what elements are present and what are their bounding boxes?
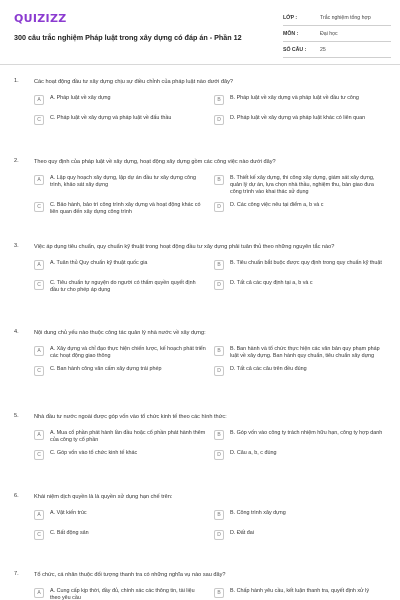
- answer-option-d[interactable]: [214, 527, 386, 545]
- answer-options: [34, 507, 386, 547]
- option-text: D. Tất cả các quy định tại a, b và c: [230, 279, 313, 286]
- meta-row-count: [283, 42, 391, 58]
- question-item: [0, 78, 400, 132]
- option-letter-box: C: [34, 280, 44, 290]
- worksheet-meta-table: [283, 10, 391, 58]
- answer-option-c[interactable]: [34, 447, 206, 465]
- option-text: A. Pháp luật về xây dựng: [50, 95, 111, 101]
- question-number: 7.: [14, 570, 19, 577]
- option-text: B. Ban hành và tổ chức thực hiện các văn bản quy phạm pháp luật về xây dựng. Ban hành quy chuẩn, tiêu chuẩn xây dựng: [230, 345, 380, 359]
- worksheet-title: 300 câu trắc nghiệm Pháp luật trong xây dựng có đáp án - Phần 12: [14, 33, 242, 42]
- option-letter-box: D: [214, 202, 224, 212]
- option-text: C. Bất động sản: [50, 529, 89, 536]
- option-text: B. Tiêu chuẩn bắt buộc được quy định trong quy chuẩn kỹ thuật: [230, 259, 382, 266]
- option-text: B. Công trình xây dựng: [230, 509, 286, 516]
- option-letter-box: B: [214, 430, 224, 440]
- option-letter-box: B: [214, 175, 224, 185]
- question-text: Nội dung chủ yếu nào thuộc công tác quản lý nhà nước về xây dựng:: [34, 329, 206, 336]
- meta-key: SỐ CÂU :: [283, 46, 307, 53]
- question-number: 4.: [14, 328, 19, 335]
- question-item: [0, 413, 400, 467]
- option-letter-box: D: [214, 280, 224, 290]
- option-letter-box: D: [214, 366, 224, 376]
- answer-option-b[interactable]: [214, 172, 386, 197]
- option-text: D. Các công việc nêu tại điểm a, b và c: [230, 201, 324, 208]
- option-text: C. Ban hành công văn cấm xây dựng trái phép: [50, 365, 162, 372]
- question-text: Việc áp dụng tiêu chuẩn, quy chuẩn kỹ thuật trong hoạt động đầu tư xây dựng phải tuân thủ theo những nguyên tắc nào?: [34, 243, 335, 250]
- answer-option-d[interactable]: [214, 112, 386, 130]
- question-text: Theo quy định của pháp luật về xây dựng, hoạt động xây dựng gồm các công việc nào dưới đây?: [34, 159, 276, 165]
- question-item: [0, 493, 400, 547]
- option-letter-box: D: [214, 450, 224, 460]
- option-text: C. Góp vốn vào tổ chức kinh tế khác: [50, 449, 138, 456]
- answer-option-c[interactable]: [34, 527, 206, 545]
- answer-option-c[interactable]: [34, 363, 206, 381]
- option-text: D. Câu a, b, c đúng: [230, 449, 277, 456]
- answer-options: [34, 585, 386, 600]
- option-letter-box: A: [34, 95, 44, 105]
- question-text: Các hoạt động đầu tư xây dựng chịu sự điều chỉnh của pháp luật nào dưới đây?: [34, 79, 234, 85]
- option-letter-box: B: [214, 510, 224, 520]
- answer-option-b[interactable]: [214, 343, 386, 361]
- meta-value: 25: [320, 46, 326, 53]
- answer-option-b[interactable]: [214, 585, 386, 600]
- worksheet-header: [0, 0, 400, 62]
- answer-options: [34, 257, 386, 297]
- option-text: A. Xây dựng và chỉ đạo thực hiện chiến lược, kế hoạch phát triển các hoạt động giao thông: [50, 345, 206, 359]
- option-letter-box: A: [34, 260, 44, 270]
- option-letter-box: B: [214, 346, 224, 356]
- option-text: B. Chấp hành yêu cầu, kết luận thanh tra, quyết định xử lý: [230, 587, 370, 594]
- option-letter-box: B: [214, 95, 224, 105]
- option-text: B. Góp vốn vào công ty trách nhiệm hữu hạn, công ty hợp danh: [230, 429, 383, 436]
- question-text: Tổ chức, cá nhân thuộc đối tượng thanh tra có những nghĩa vụ nào sau đây?: [34, 571, 226, 578]
- meta-row-subject: [283, 26, 391, 42]
- question-number: 1.: [14, 78, 19, 84]
- answer-option-a[interactable]: [34, 172, 206, 197]
- option-text: C. Pháp luật về xây dựng và pháp luật về đấu thầu: [50, 115, 172, 121]
- option-letter-box: A: [34, 510, 44, 520]
- option-text: A. Mua cổ phần phát hành lần đầu hoặc cổ phần phát hành thêm của công ty cổ phần: [50, 429, 206, 443]
- meta-key: MÔN :: [283, 30, 299, 37]
- question-text: Nhà đầu tư nước ngoài được góp vốn vào tổ chức kinh tế theo các hình thức:: [34, 413, 227, 420]
- answer-option-a[interactable]: [34, 507, 206, 525]
- answer-option-c[interactable]: [34, 112, 206, 130]
- option-letter-box: C: [34, 530, 44, 540]
- answer-option-b[interactable]: [214, 507, 386, 525]
- answer-option-a[interactable]: [34, 585, 206, 600]
- question-list: [0, 78, 400, 600]
- question-item: [0, 243, 400, 297]
- option-letter-box: A: [34, 588, 44, 598]
- quizizz-logo: QUIZIZZ: [14, 12, 67, 25]
- question-number: 5.: [14, 412, 19, 419]
- question-number: 3.: [14, 242, 19, 249]
- question-number: 6.: [14, 492, 19, 499]
- answer-option-b[interactable]: [214, 92, 386, 110]
- option-letter-box: A: [34, 175, 44, 185]
- option-letter-box: D: [214, 530, 224, 540]
- option-letter-box: C: [34, 366, 44, 376]
- question-number: 2.: [14, 158, 19, 164]
- answer-option-d[interactable]: [214, 447, 386, 465]
- option-text: C. Bảo hành, bảo trì công trình xây dựng và hoạt động khác có liên quan đến xây dựng công trình: [50, 201, 201, 215]
- option-letter-box: D: [214, 115, 224, 125]
- answer-option-b[interactable]: [214, 427, 386, 445]
- answer-option-d[interactable]: [214, 363, 386, 381]
- answer-option-a[interactable]: [34, 92, 206, 110]
- question-text: Khái niệm dịch quyền là là quyền sử dụng hạn chế trên:: [34, 493, 173, 500]
- option-text: A. Tuân thủ Quy chuẩn kỹ thuật quốc gia: [50, 259, 148, 266]
- option-letter-box: B: [214, 260, 224, 270]
- option-text: A. Vật kiến trúc: [50, 509, 87, 516]
- option-letter-box: A: [34, 346, 44, 356]
- meta-value: Trắc nghiệm tổng hợp: [320, 14, 371, 21]
- option-text: B. Pháp luật về xây dựng và pháp luật về đầu tư công: [230, 95, 359, 101]
- option-letter-box: C: [34, 115, 44, 125]
- answer-options: [34, 92, 386, 132]
- question-item: [0, 571, 400, 600]
- answer-option-d[interactable]: [214, 199, 386, 217]
- option-letter-box: A: [34, 430, 44, 440]
- option-text: A. Cung cấp kịp thời, đầy đủ, chính xác các thông tin, tài liệu theo yêu cầu: [50, 587, 195, 600]
- answer-option-a[interactable]: [34, 343, 206, 361]
- option-letter-box: C: [34, 450, 44, 460]
- answer-options: [34, 172, 386, 219]
- answer-options: [34, 427, 386, 467]
- answer-option-d[interactable]: [214, 277, 386, 295]
- option-text: B. Thiết kế xây dựng, thi công xây dựng, giám sát xây dựng, quản lý dự án, lựa chọn nhà thầu, nghiệm thu, bàn giao đưa công trình vào khai thác sử dụng: [230, 175, 375, 196]
- option-text: D. Đất đai: [230, 529, 254, 536]
- answer-option-a[interactable]: [34, 427, 206, 445]
- answer-option-c[interactable]: [34, 277, 206, 295]
- option-text: A. Lập quy hoạch xây dựng, lập dự án đầu tư xây dựng công trình, khảo sát xây dựng: [50, 175, 197, 189]
- header-divider: [0, 64, 400, 65]
- meta-key: LỚP :: [283, 14, 298, 21]
- option-text: C. Tiêu chuẩn tự nguyện do người có thẩm quyền quyết định đầu tư cho phép áp dụng: [50, 279, 196, 293]
- question-item: [0, 329, 400, 383]
- answer-option-b[interactable]: [214, 257, 386, 275]
- answer-option-c[interactable]: [34, 199, 206, 217]
- option-text: D. Tất cả các câu trên đều đúng: [230, 365, 307, 372]
- meta-row-class: [283, 10, 391, 26]
- question-item: [0, 158, 400, 219]
- meta-value: Đại học: [320, 30, 338, 37]
- option-letter-box: C: [34, 202, 44, 212]
- option-text: D. Pháp luật về xây dựng và pháp luật khác có liên quan: [230, 115, 366, 121]
- option-letter-box: B: [214, 588, 224, 598]
- answer-options: [34, 343, 386, 383]
- answer-option-a[interactable]: [34, 257, 206, 275]
